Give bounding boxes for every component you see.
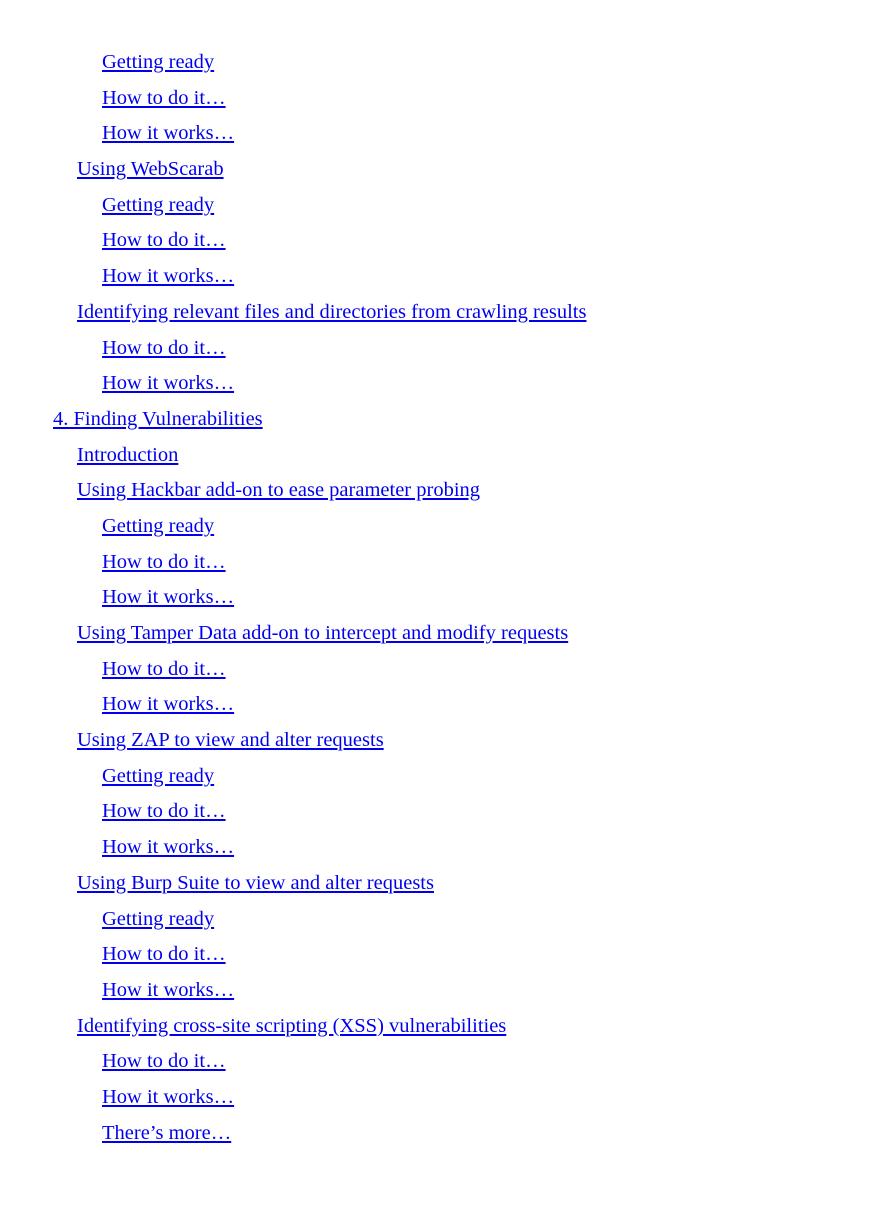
toc-entry [0, 973, 869, 1009]
toc-section-link[interactable]: Identifying relevant files and directories from crawling results [77, 300, 587, 323]
toc-section-link[interactable]: Identifying cross-site scripting (XSS) vulnerabilities [77, 1014, 507, 1037]
toc-entry [0, 509, 869, 545]
toc-section-link[interactable]: Using Hackbar add-on to ease parameter probing [77, 479, 481, 502]
toc-link[interactable]: How to do it… [102, 86, 226, 109]
toc-entry [0, 580, 869, 616]
toc-section-entry [0, 616, 869, 652]
toc-link[interactable]: Getting ready [102, 514, 215, 537]
toc-section-entry [0, 438, 869, 474]
toc-entry [0, 45, 869, 81]
toc-link[interactable]: Getting ready [102, 193, 215, 216]
toc-link[interactable]: Getting ready [102, 51, 215, 73]
toc-entry [0, 259, 869, 295]
toc-link[interactable]: How it works… [102, 693, 235, 716]
toc-link[interactable]: How to do it… [102, 943, 226, 966]
toc-entry [0, 188, 869, 224]
toc-section-link[interactable]: Using Tamper Data add-on to intercept and modify requests [77, 622, 569, 644]
toc-section-link[interactable]: Using WebScarab [77, 158, 224, 181]
toc-section-entry [0, 473, 869, 509]
toc-link[interactable]: How it works… [102, 122, 235, 145]
toc-entry [0, 794, 869, 830]
toc-entry [0, 830, 869, 866]
toc-link[interactable]: How to do it… [102, 336, 226, 359]
toc-chapter-entry [0, 402, 869, 438]
toc-link[interactable]: There’s more… [102, 1121, 232, 1144]
toc-section-entry [0, 866, 869, 902]
toc-link[interactable]: How it works… [102, 978, 235, 1001]
toc-entry [0, 1044, 869, 1080]
toc-entry [0, 759, 869, 795]
toc-link[interactable]: How to do it… [102, 1050, 226, 1073]
toc-entry [0, 331, 869, 367]
toc-section-link[interactable]: Using Burp Suite to view and alter requests [77, 871, 434, 894]
toc-entry [0, 223, 869, 259]
toc-entry [0, 937, 869, 973]
toc-entry [0, 687, 869, 723]
toc-section-entry [0, 295, 869, 331]
toc-link[interactable]: How it works… [102, 265, 235, 288]
toc-chapter-link[interactable]: 4. Finding Vulnerabilities [53, 407, 263, 430]
toc-entry [0, 366, 869, 402]
toc-link[interactable]: Getting ready [102, 907, 215, 930]
toc-link[interactable]: Getting ready [102, 764, 215, 787]
toc-link[interactable]: How it works… [102, 372, 235, 395]
toc-link[interactable]: How to do it… [102, 229, 226, 252]
table-of-contents [0, 45, 869, 1151]
toc-section-entry [0, 152, 869, 188]
toc-section-link[interactable]: Using ZAP to view and alter requests [77, 729, 384, 752]
toc-link[interactable]: How to do it… [102, 657, 226, 680]
toc-section-entry [0, 1009, 869, 1045]
toc-entry [0, 116, 869, 152]
toc-link[interactable]: How to do it… [102, 800, 226, 823]
toc-entry [0, 1080, 869, 1116]
toc-link[interactable]: How it works… [102, 586, 235, 609]
toc-entry [0, 81, 869, 117]
toc-entry [0, 1116, 869, 1152]
toc-entry [0, 545, 869, 581]
toc-link[interactable]: How it works… [102, 836, 235, 859]
toc-link[interactable]: How it works… [102, 1085, 235, 1108]
toc-section-entry [0, 723, 869, 759]
toc-entry [0, 902, 869, 938]
toc-link[interactable]: How to do it… [102, 550, 226, 573]
toc-section-link[interactable]: Introduction [77, 443, 179, 466]
toc-entry [0, 652, 869, 688]
